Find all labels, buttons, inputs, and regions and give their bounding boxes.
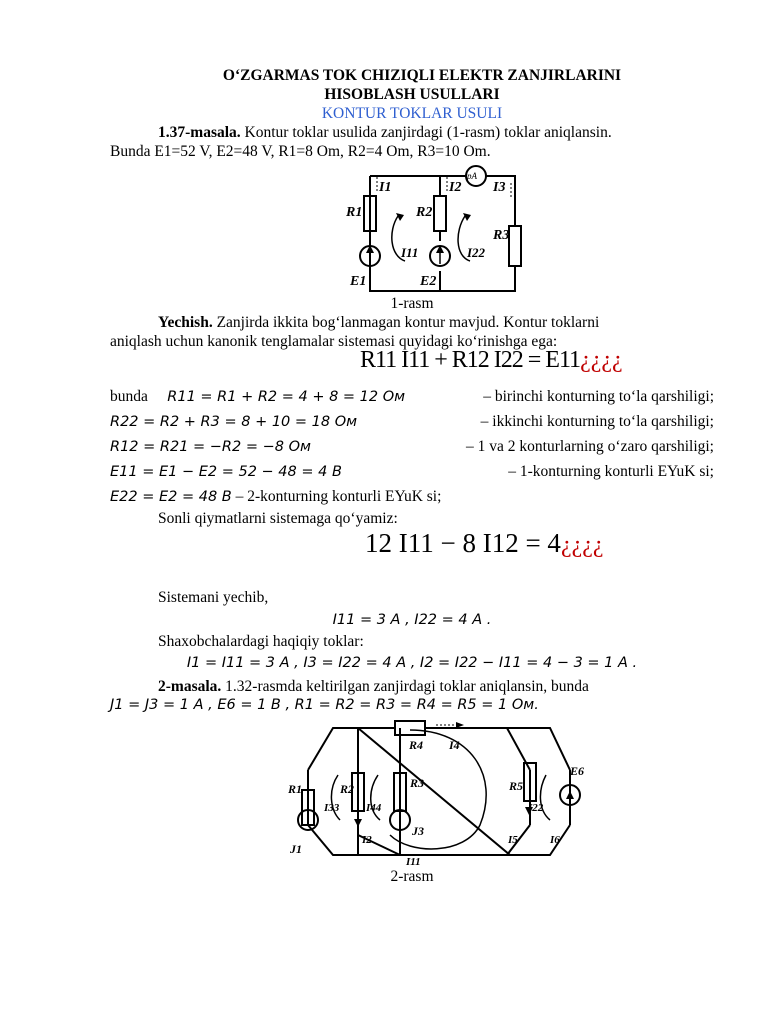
circuit-diagram-1 — [110, 161, 714, 302]
label2-I5: I5 — [508, 834, 518, 846]
figure-2-caption: 2-rasm — [390, 868, 434, 885]
definition-1-math: R11 = R1 + R2 = 4 + 8 = 12 Ом — [167, 389, 406, 405]
equation-2-garbage: ¿¿¿¿ — [560, 532, 604, 558]
problem-1-line-1 — [110, 123, 714, 142]
definition-4-text: – 1-konturning konturli EYuK si; — [508, 463, 714, 480]
label-E1: E1 — [350, 274, 367, 289]
circuit-diagram-2 — [110, 715, 714, 867]
label-I11: I11 — [401, 245, 419, 260]
label-I2: I2 — [449, 180, 462, 195]
problem-2-text: 1.32-rasmda keltirilgan zanjirdagi toklar aniqlansin, bunda — [221, 678, 589, 695]
problem-2-number: 2-masala. — [158, 678, 222, 695]
label2-I6: I6 — [550, 834, 560, 846]
label-E2: E2 — [420, 274, 437, 289]
equation-2-formula: 12 I11 − 8 I12 = 4 — [365, 528, 561, 558]
solution-line-1 — [110, 313, 714, 332]
definition-2 — [110, 412, 714, 437]
label2-J3: J3 — [412, 824, 424, 838]
definition-2-math: R22 = R2 + R3 = 8 + 10 = 18 Ом — [110, 414, 358, 430]
definition-1 — [110, 387, 714, 412]
label2-R5: R5 — [509, 779, 524, 793]
equation-1 — [110, 347, 714, 387]
label2-R3: R3 — [410, 776, 425, 790]
result-1: I11 = 3 A , I22 = 4 A . — [332, 612, 492, 628]
result-2: I1 = I11 = 3 A , I3 = I22 = 4 A , I2 = I22 − I11 = 4 − 3 = 1 A . — [186, 655, 638, 671]
definition-5-text: – 2-konturning konturli EYuK si; — [235, 488, 442, 505]
label2-I11: I11 — [406, 856, 421, 867]
label2-I22: I22 — [528, 802, 544, 814]
solution-text: Zanjirda ikkita bog‘lanmagan kontur mavjud. Kontur toklarni — [212, 314, 600, 331]
definition-3-math: R12 = R21 = −R2 = −8 Ом — [110, 439, 311, 455]
solving-text: Sistemani yechib, — [158, 589, 269, 606]
label-R2: R2 — [416, 205, 433, 220]
label2-R2: R2 — [340, 782, 355, 796]
title-line-1: O‘ZGARMAS TOK CHIZIQLI ELEKTR ZANJIRLARINI — [222, 67, 622, 84]
label-I1: I1 — [379, 180, 392, 195]
definition-3-text: – 1 va 2 konturlarning o‘zaro qarshiligi; — [466, 438, 714, 455]
label2-E6: E6 — [570, 764, 585, 778]
label-R3: R3 — [493, 228, 510, 243]
figure-1 — [110, 161, 714, 302]
label-I22: I22 — [467, 245, 486, 260]
title-line-2: HISOBLASH USULLARI — [324, 86, 500, 103]
figure-1-caption: 1-rasm — [390, 295, 434, 312]
definition-4-math: E11 = E1 − E2 = 52 − 48 = 4 В — [110, 464, 342, 480]
definition-2-text: – ikkinchi konturning to‘la qarshiligi; — [480, 413, 714, 430]
solution-head: Yechish. — [158, 314, 213, 331]
ammeter-label: pA — [467, 171, 477, 181]
branch-currents-text: Shaxobchalardagi haqiqiy toklar: — [158, 633, 364, 650]
equation-1-formula: R11 I11 + R12 I22 = E11 — [360, 347, 581, 373]
problem-1-line-2: Bunda E1=52 V, E2=48 V, R1=8 Om, R2=4 Om, R3=10 Om. — [110, 143, 491, 160]
label2-I4: I4 — [449, 738, 460, 752]
substitute-text: Sonli qiymatlarni sistemaga qo‘yamiz: — [158, 510, 398, 527]
label2-R4: R4 — [409, 738, 424, 752]
definition-4 — [110, 462, 714, 487]
problem-2-line-2: J1 = J3 = 1 A , E6 = 1 B , R1 = R2 = R3 = R4 = R5 = 1 Ом. — [110, 697, 539, 713]
label2-I2: I2 — [362, 834, 372, 846]
label2-J1: J1 — [290, 842, 302, 856]
equation-1-garbage: ¿¿¿¿ — [580, 347, 623, 373]
equation-2 — [110, 528, 714, 580]
definition-5-math: E22 = E2 = 48 В — [110, 489, 232, 505]
definition-1-text: – birinchi konturning to‘la qarshiligi; — [483, 388, 714, 405]
problem-1-text: Kontur toklar usulida zanjirdagi (1-rasm) toklar aniqlansin. — [240, 124, 612, 141]
problem-1-number: 1.37-masala. — [158, 124, 241, 141]
label2-R1: R1 — [288, 782, 303, 796]
label2-I44: I44 — [366, 802, 382, 814]
solution-line-2: aniqlash uchun kanonik tenglamalar sistemasi quyidagi ko‘rinishga ega: — [110, 333, 558, 350]
definition-5 — [110, 487, 714, 509]
label-I3: I3 — [493, 180, 506, 195]
definition-1-pre: bunda — [110, 388, 148, 405]
problem-2-line-1 — [110, 677, 714, 696]
label2-I33: I33 — [324, 802, 340, 814]
document-page — [110, 66, 714, 886]
figure-2 — [110, 715, 714, 867]
definition-3 — [110, 437, 714, 462]
section-subtitle: KONTUR TOKLAR USULI — [321, 105, 503, 122]
label-R1: R1 — [346, 205, 363, 220]
